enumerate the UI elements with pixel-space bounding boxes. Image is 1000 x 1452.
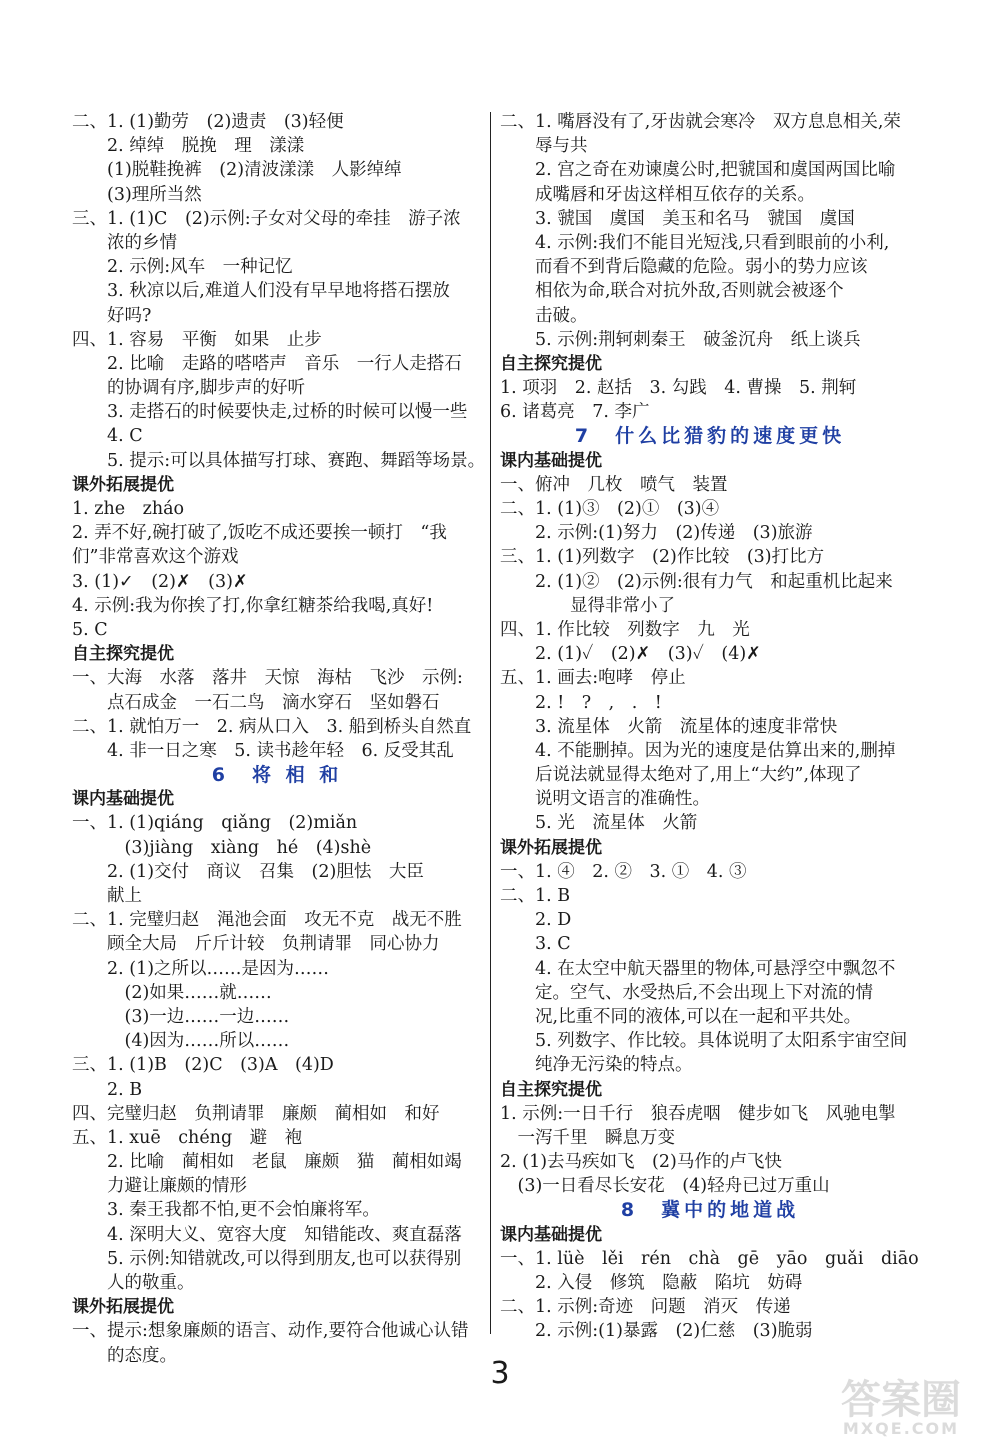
answer-line: 二、1. 嘴唇没有了,牙齿就会寒冷 双方息息相关,荣	[500, 112, 901, 132]
answer-line: 成嘴唇和牙齿这样相互依存的关系。	[500, 184, 815, 205]
section-heading: 课内基础提优	[500, 1224, 602, 1245]
answer-line: 三、1. (1)C (2)示例:子女对父母的牵挂 游子浓	[72, 208, 461, 229]
answer-line: 4. 示例:我为你挨了打,你拿红糖茶给我喝,真好!	[72, 595, 434, 616]
answer-line: 力避让廉颇的情形	[72, 1176, 247, 1197]
answer-line: 况,比重不同的液体,可以在一起和平共处。	[500, 1006, 862, 1027]
section-heading: 自主探究提优	[500, 1079, 602, 1100]
answer-line: 2. B	[72, 1079, 143, 1100]
answer-line: 1. 项羽 2. 赵括 3. 勾践 4. 曹操 5. 荆轲	[500, 378, 857, 399]
answer-line: 一、1. (1)qiáng qiǎng (2)miǎn	[72, 813, 358, 834]
answer-line: 2. 示例:(1)暴露 (2)仁慈 (3)脆弱	[500, 1321, 813, 1342]
answer-line: 而看不到背后隐藏的危险。弱小的势力应该	[500, 257, 868, 278]
answer-line: 4. 示例:我们不能目光短浅,只看到眼前的小利,	[500, 232, 890, 253]
answer-line: 3. 流星体 火箭 流星体的速度非常快	[500, 716, 838, 737]
answer-line: 的态度。	[72, 1345, 177, 1366]
answer-line: 3. (1)✓ (2)✗ (3)✗	[72, 571, 248, 592]
answer-line: (3)jiàng xiàng hé (4)shè	[72, 837, 372, 858]
answer-line: 5. 示例:知错就改,可以得到朋友,也可以获得别	[72, 1248, 462, 1269]
right-column	[500, 110, 920, 1344]
answer-line: 3. C	[500, 934, 571, 955]
answer-line: 5. 示例:荆轲刺秦王 破釜沉舟 纸上谈兵	[500, 329, 861, 350]
answer-line: 一、俯冲 几枚 喷气 装置	[500, 474, 728, 495]
answer-line: 2. (1)之所以……是因为……	[72, 958, 330, 979]
answer-line: 一、提示:想象廉颇的语言、动作,要符合他诚心认错	[72, 1321, 469, 1342]
answer-line: 献上	[72, 886, 142, 906]
answer-line: 2. ! ? , . !	[500, 692, 662, 713]
answer-line: 的协调有序,脚步声的好听	[72, 378, 306, 399]
answer-line: 2. D	[500, 910, 572, 931]
answer-line: 定。空气、水受热后,不会出现上下对流的情	[500, 982, 874, 1003]
answer-line: 一泻千里 瞬息万变	[500, 1127, 675, 1148]
column-divider	[490, 112, 491, 1334]
watermark-title: 答案圈	[841, 1377, 961, 1423]
answer-line: 4. C	[72, 426, 143, 447]
answer-line: 相依为命,联合对抗外敌,否则就会被逐个	[500, 281, 844, 302]
answer-line: 二、1. B	[500, 886, 571, 906]
answer-line: 5. 光 流星体 火箭	[500, 813, 698, 834]
answer-line: 显得非常小了	[500, 595, 675, 616]
answer-line: 二、1. 就怕万一 2. 病从口入 3. 船到桥头自然直	[72, 716, 472, 737]
answer-line: 2. (1)② (2)示例:很有力气 和起重机比起来	[500, 571, 893, 592]
answer-line: 2. (1)去马疾如飞 (2)马作的卢飞快	[500, 1152, 782, 1173]
answer-line: 二、1. (1)勤劳 (2)遗责 (3)轻便	[72, 112, 344, 132]
answer-line: 三、1. (1)B (2)C (3)A (4)D	[72, 1055, 334, 1076]
watermark-url: MXQE.COM	[842, 1419, 960, 1438]
answer-line: 们”非常喜欢这个游戏	[72, 547, 239, 568]
answer-line: 四、1. 容易 平衡 如果 止步	[72, 329, 322, 350]
answer-line: 击破。	[500, 305, 588, 326]
answer-line: 点石成金 一石二鸟 滴水穿石 坚如磐石	[72, 692, 440, 713]
lesson-title: 8 冀中的地道战	[620, 1199, 800, 1222]
answer-line: 5. C	[72, 619, 108, 640]
section-heading: 课内基础提优	[500, 450, 602, 471]
answer-line: (1)脱鞋挽裤 (2)清波漾漾 人影绰绰	[72, 160, 402, 181]
answer-line: 3. 秦王我都不怕,更不会怕廉将军。	[72, 1200, 380, 1221]
answer-line: 五、1. 画去:咆哮 停止	[500, 668, 686, 689]
answer-line: 2. 示例:(1)努力 (2)传递 (3)旅游	[500, 523, 813, 544]
answer-line: 6. 诸葛亮 7. 李广	[500, 402, 650, 423]
answer-line: 2. 弄不好,碗打破了,饭吃不成还要挨一顿打 “我	[72, 523, 447, 544]
section-heading: 课外拓展提优	[72, 1297, 174, 1318]
answer-line: 二、1. 完璧归赵 渑池会面 攻无不克 战无不胜	[72, 910, 462, 931]
section-heading: 自主探究提优	[72, 644, 174, 665]
answer-line: 后说法就显得太绝对了,用上“大约”,体现了	[500, 765, 862, 786]
section-heading: 课内基础提优	[72, 789, 174, 810]
answer-line: (3)一边……一边……	[72, 1006, 290, 1027]
answer-line: (2)如果……就……	[72, 982, 272, 1003]
answer-line: 纯净无污染的特点。	[500, 1055, 693, 1076]
watermark-logo	[816, 1368, 986, 1438]
answer-line: 4. 不能删掉。因为光的速度是估算出来的,删掉	[500, 740, 896, 761]
section-heading: 自主探究提优	[500, 353, 602, 374]
answer-line: 5. 列数字、作比较。具体说明了太阳系宇宙空间	[500, 1031, 908, 1052]
answer-line: 三、1. (1)列数字 (2)作比较 (3)打比方	[500, 547, 825, 568]
answer-line: 说明文语言的准确性。	[500, 789, 710, 810]
answer-line: 4. 非一日之寒 5. 读书趁年轻 6. 反受其乱	[72, 740, 454, 761]
answer-line: 3. 秋凉以后,难道人们没有早早地将搭石摆放	[72, 281, 450, 302]
answer-line: 3. 虢国 虞国 美玉和名马 虢国 虞国	[500, 208, 855, 229]
lesson-title: 7 什么比猎豹的速度更快	[574, 425, 846, 448]
answer-line: 2. 比喻 走路的嗒嗒声 音乐 一行人走搭石	[72, 353, 462, 374]
answer-line: 辱与共	[500, 136, 588, 157]
lesson-title: 6 将 相 和	[211, 764, 343, 787]
answer-line: 人的敬重。	[72, 1273, 195, 1293]
answer-line: 1. zhe zháo	[72, 499, 185, 519]
answer-line: 2. 比喻 蔺相如 老鼠 廉颇 猫 蔺相如竭	[72, 1152, 462, 1173]
answer-line: 四、完璧归赵 负荆请罪 廉颇 蔺相如 和好	[72, 1103, 440, 1124]
answer-line: 2. (1)交付 商议 召集 (2)胆怯 大臣	[72, 861, 424, 882]
answer-line: 五、1. xuē chéng 避 袍	[72, 1127, 303, 1148]
answer-line: 四、1. 作比较 列数字 九 光	[500, 619, 750, 640]
answer-line: 4. 在太空中航天器里的物体,可悬浮空中飘忽不	[500, 958, 896, 979]
answer-line: 顾全大局 斤斤计较 负荆请罪 同心协力	[72, 934, 440, 955]
answer-line: (4)因为……所以……	[72, 1031, 290, 1052]
answer-line: 2. 绰绰 脱挽 理 漾漾	[72, 136, 305, 157]
answer-line: 2. 宫之奇在劝谏虞公时,把虢国和虞国两国比喻	[500, 160, 896, 181]
answer-line: 2. (1)✓ (2)✗ (3)✓ (4)✗	[500, 644, 761, 665]
answer-line: 2. 示例:风车 一种记忆	[72, 257, 293, 278]
answer-line: 一、1. lüè lěi rén chà gē yāo guǎi diāo	[500, 1248, 919, 1269]
answer-line: 二、1. 示例:奇迹 问题 消灭 传递	[500, 1297, 791, 1318]
answer-line: 浓的乡情	[72, 232, 177, 253]
section-heading: 课外拓展提优	[500, 837, 602, 858]
answer-line: 2. 入侵 修筑 隐蔽 陷坑 妨碍	[500, 1273, 803, 1293]
page-number: 3	[490, 1356, 510, 1391]
answer-line: (3)一日看尽长安花 (4)轻舟已过万重山	[500, 1176, 830, 1197]
answer-line: 一、1. ④ 2. ② 3. ① 4. ③	[500, 861, 747, 882]
answer-line: 4. 深明大义、宽容大度 知错能改、爽直磊落	[72, 1224, 462, 1245]
answer-line: 3. 走搭石的时候要快走,过桥的时候可以慢一些	[72, 402, 468, 423]
answer-line: 5. 提示:可以具体描写打球、赛跑、舞蹈等场景。	[72, 450, 486, 471]
answer-line: 二、1. (1)③ (2)① (3)④	[500, 499, 720, 519]
answer-line: 1. 示例:一日千行 狼吞虎咽 健步如飞 风驰电掣	[500, 1103, 896, 1124]
answer-line: 一、大海 水落 落井 天惊 海枯 飞沙 示例:	[72, 668, 463, 689]
left-column	[72, 110, 486, 1368]
section-heading: 课外拓展提优	[72, 474, 174, 495]
answer-line: (3)理所当然	[72, 184, 202, 205]
answer-line: 好吗?	[72, 305, 152, 326]
